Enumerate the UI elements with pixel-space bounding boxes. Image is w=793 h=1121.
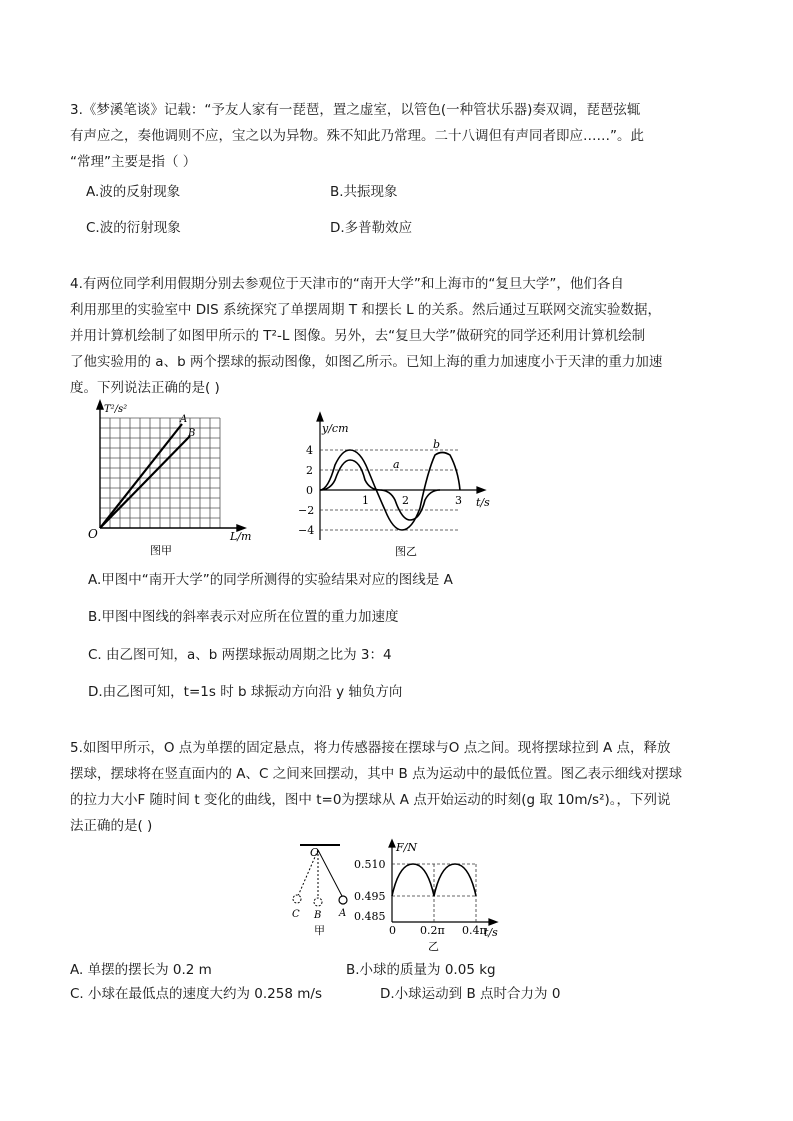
f-tick-0495: 0.495 [354,890,386,903]
q3-stem-line-1: 3.《梦溪笔谈》记载：“予友人家有一琵琶，置之虚室，以管色(一种管状乐器)奏双调，琵琶弦辄 [70,102,641,118]
y-tick-4: 4 [306,444,313,457]
y-tick-neg4: −4 [298,524,315,537]
q4-option-d: D.由乙图可知，t=1s 时 b 球振动方向沿 y 轴负方向 [88,684,403,700]
q3-option-a: A.波的反射现象 [86,184,181,200]
t-axis-arrow [477,487,485,493]
y-axis-arrow [317,413,323,421]
q5-option-b: B.小球的质量为 0.05 kg [346,962,496,978]
line-b-label: B [188,428,196,439]
point-a-label: A [339,908,347,919]
y-tick-2: 2 [306,464,313,477]
q5-stem-line-4: 法正确的是( ) [70,818,153,834]
string-a [318,850,342,896]
q3-option-b: B.共振现象 [330,184,398,200]
wave-b-label: b [433,438,441,451]
q4-figure-jia [70,398,270,563]
q4-stem-line-2: 利用那里的实验室中 DIS 系统探究了单摆周期 T 和摆长 L 的关系。然后通过互联网交流实验数据， [70,302,661,318]
t-tick-04pi: 0.4π [462,924,487,937]
line-b [100,436,190,528]
point-c-label: C [292,909,300,920]
y-axis-label: T²/s² [104,404,128,415]
q4-option-b: B.甲图中图线的斜率表示对应所在位置的重力加速度 [88,609,399,625]
q5-stem-line-1: 5.如图甲所示，O 点为单摆的固定悬点，将力传感器接在摆球与O 点之间。现将摆球拉到 A 点，释放 [70,740,671,756]
y-tick-0: 0 [306,484,313,497]
q3-stem-line-3: “常理”主要是指（ ） [70,154,197,170]
figure-caption: 图乙 [395,545,417,558]
ball-c [293,895,301,903]
origin-label: O [88,527,98,541]
q4-stem-line-1: 4.有两位同学利用假期分别去参观位于天津市的“南开大学”和上海市的“复旦大学”，他们各自 [70,276,624,292]
t-axis-arrow [489,919,497,925]
line-a-label: A [180,414,188,425]
figure-caption: 图甲 [150,544,172,557]
t-tick-2: 2 [402,494,409,507]
q4-option-c: C. 由乙图可知，a、b 两摆球振动周期之比为 3：4 [88,647,392,663]
t-tick-1: 1 [362,494,369,507]
figure-caption: 乙 [428,940,439,953]
q3-option-d: D.多普勒效应 [330,220,413,236]
grid-lines [100,418,220,528]
figure-caption: 甲 [314,924,325,937]
y-axis-label: y/cm [322,422,349,435]
t-tick-0: 0 [389,924,396,937]
point-o-label: O [310,846,320,859]
y-axis-arrow [97,401,103,409]
q5-option-c: C. 小球在最低点的速度大约为 0.258 m/s [70,986,322,1002]
ball-b [314,898,322,906]
q5-figure-yi [352,838,512,953]
f-axis-label: F/N [396,841,417,854]
q5-stem-line-2: 摆球，摆球将在竖直面内的 A、C 之间来回摆动，其中 B 点为运动中的最低位置。图乙表示细线对摆球 [70,766,683,782]
point-b-label: B [314,910,322,921]
q3-option-c: C.波的衍射现象 [86,220,181,236]
ball-a [339,896,347,904]
t-axis-label: t/s [484,926,498,939]
q5-stem-line-3: 的拉力大小F 随时间 t 变化的曲线，图中 t=0为摆球从 A 点开始运动的时刻(g 取 10m/s²)。，下列说 [70,792,671,808]
q4-option-a: A.甲图中“南开大学”的同学所测得的实验结果对应的图线是 A [88,572,453,588]
x-axis-label: L/m [230,530,252,543]
q4-stem-line-4: 了他实验用的 a、b 两个摆球的振动图像，如图乙所示。已知上海的重力加速度小于天津的重力加速 [70,354,663,370]
q5-option-a: A. 单摆的摆长为 0.2 m [70,962,212,978]
t-tick-02pi: 0.2π [420,924,445,937]
t-axis-label: t/s [476,496,490,509]
t-tick-3: 3 [455,494,462,507]
q4-figure-yi [290,410,500,560]
q5-option-d: D.小球运动到 B 点时合力为 0 [380,986,561,1002]
q3-stem-line-2: 有声应之，奏他调则不应，宝之以为异物。殊不知此乃常理。二十八调但有声同者即应……”。此 [70,128,644,144]
f-tick-0485: 0.485 [354,910,386,923]
f-axis-arrow [389,840,395,847]
wave-a-label: a [393,458,400,471]
q4-stem-line-5: 度。下列说法正确的是( ) [70,380,220,396]
q5-figure-jia [282,838,362,938]
y-tick-neg2: −2 [298,504,315,517]
q4-stem-line-3: 并用计算机绘制了如图甲所示的 T²-L 图像。另外，去“复旦大学”做研究的同学还利用计算机绘制 [70,328,646,344]
f-tick-0510: 0.510 [354,858,386,871]
